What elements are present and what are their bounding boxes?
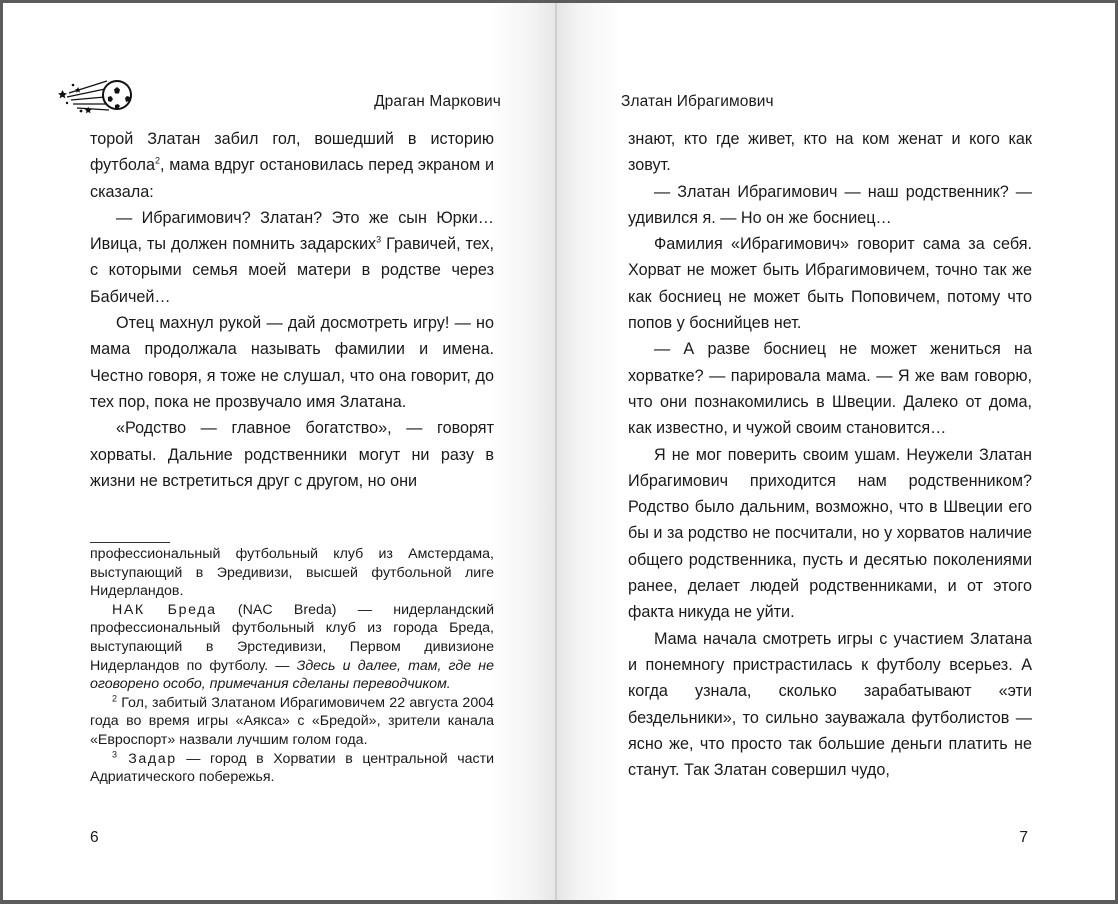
running-head-author: Драган Маркович xyxy=(374,93,501,110)
page-number-right: 7 xyxy=(1019,829,1028,846)
paragraph: Я не мог поверить своим ушам. Неужели Златан Ибрагимович приходится нам родственником? Родство было дальним, возможно, что в Швеции его бы и за родство не посчитали, но у хорватов наличие общего родственника, пусть и десятью поколениями ранее, делает людей родственниками, и от этого факта никуда не уйти. xyxy=(628,445,1032,622)
book-gutter xyxy=(555,3,557,900)
footnote: профессиональный футбольный клуб из Амстердама, выступающий в Эредивизи, высшей футбольной лиге Нидерландов. xyxy=(90,546,494,600)
footnote: $^2$ Гол, забитый Златаном Ибрагимовичем 22 августа 2004 года во время игры «Аякса» с «Бредой», зрители канала «Евроспорт» назвали лучшим голом года. xyxy=(90,693,494,748)
footnotes xyxy=(90,545,494,787)
running-head-title: Златан Ибрагимович xyxy=(621,93,774,110)
paragraph: — А разве босниец не может жениться на хорватке? — парировала мама. — Я же вам говорю, что они познакомились в Швеции. Далеко от дома, как известно, и чужой своим становится… xyxy=(628,340,1032,438)
footnote: $^3$ Задар — город в Хорватии в центральной части Адриатического побережья. xyxy=(90,748,494,786)
paragraph: торой Златан забил гол, вошедший в историю футбола$^2$, мама вдруг остановилась перед экраном и сказала: xyxy=(90,130,494,201)
footnote-marker: 3 xyxy=(112,748,118,759)
paragraph: знают, кто где живет, кто на ком женат и кого как зовут. xyxy=(628,130,1032,175)
footnote-marker: 2 xyxy=(112,693,118,704)
page-number-left: 6 xyxy=(90,829,99,846)
footnote-term: Задар xyxy=(117,750,177,767)
footnote-rule xyxy=(90,542,170,543)
footnote-marker: 2 xyxy=(155,155,161,166)
paragraph: Фамилия «Ибрагимович» говорит сама за себя. Хорват не может быть Ибрагимовичем, точно так же как босниец не может быть Поповичем, потому что попов у боснийцев нет. xyxy=(628,235,1032,333)
paragraph: — Ибрагимович? Златан? Это же сын Юрки… Ивица, ты должен помнить задарских$^3$ Гравичей, тех, с которыми семья моей матери в родстве через Бабичей… xyxy=(90,208,494,306)
left-body-text xyxy=(90,126,494,494)
left-page xyxy=(3,3,556,900)
footnote-marker: 3 xyxy=(376,234,382,245)
footnote-term: НАК Бреда xyxy=(112,601,217,618)
paragraph: — Златан Ибрагимович — наш родственник? — удивился я. — Но он же босниец… xyxy=(628,182,1032,227)
footnote: НАК Бреда (NAC Breda) — нидерландский профессиональный футбольный клуб из города Бреда, выступающий в Эрстедивизи, Первом дивизионе Нидерландов по футболу. — Здесь и далее, там, где не оговорено особо, примечания сделаны переводчиком. xyxy=(90,601,495,693)
soccer-ball-icon xyxy=(55,73,135,117)
translator-note: Здесь и далее, там, где не оговорено особо, примечания сделаны переводчиком. xyxy=(90,657,495,693)
paragraph: Мама начала смотреть игры с участием Златана и понемногу пристрастилась к футболу всерьез. А когда узнала, сколько зарабатывают «эти бездельники», то сильно зауважала футболистов — ясно же, что просто так большие деньги платить не станут. Так Златан совершил чудо, xyxy=(628,629,1032,780)
book-spread xyxy=(3,3,1115,900)
paragraph: «Родство — главное богатство», — говорят хорваты. Дальние родственники могут ни разу в жизни не встретиться друг с другом, но они xyxy=(90,419,494,490)
right-page xyxy=(556,3,1115,900)
right-body-text xyxy=(628,126,1032,783)
paragraph: Отец махнул рукой — дай досмотреть игру! — но мама продолжала называть фамилии и имена. Честно говоря, я тоже не слушал, что она говорит, до тех пор, пока не прозвучало имя Златана. xyxy=(90,314,494,411)
